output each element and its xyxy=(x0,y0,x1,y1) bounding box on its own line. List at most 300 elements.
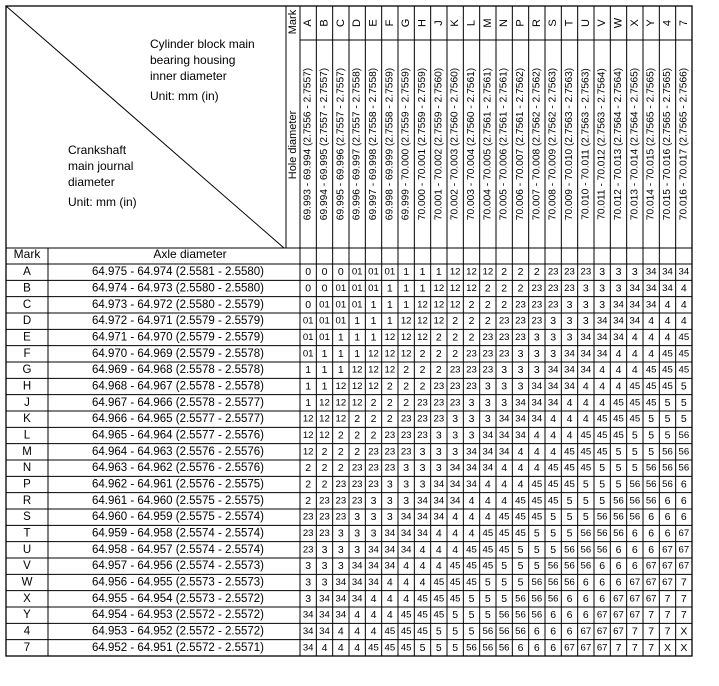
grade-cell: 3 xyxy=(452,445,459,458)
grade-cell: 4 xyxy=(566,413,573,426)
grade-cell: 2 xyxy=(354,445,361,458)
grade-cell: 56 xyxy=(662,479,673,490)
grade-cell: 3 xyxy=(566,331,573,344)
column-hole-range: 70.003 - 70.004 (2.7560 - 2.7561) xyxy=(466,67,477,221)
grade-cell: 56 xyxy=(515,609,526,621)
grade-cell: 34 xyxy=(662,266,673,278)
grade-cell: 2 xyxy=(305,478,312,491)
column-mark: J xyxy=(432,20,445,26)
grade-cell: 3 xyxy=(468,396,475,409)
grade-cell: 2 xyxy=(321,462,328,475)
grade-cell: 2 xyxy=(386,380,393,393)
grade-cell: 3 xyxy=(484,413,491,426)
grade-cell: 12 xyxy=(417,332,428,343)
grade-cell: 3 xyxy=(566,298,573,311)
grade-cell: 45 xyxy=(498,544,510,556)
grade-cell: 1 xyxy=(337,331,344,344)
grade-cell: 4 xyxy=(615,364,622,377)
grade-cell: 23 xyxy=(482,332,494,343)
grade-cell: 34 xyxy=(319,609,330,621)
grade-cell: 23 xyxy=(351,495,363,507)
grade-cell: 3 xyxy=(599,298,606,311)
grade-cell: 3 xyxy=(337,527,344,540)
grade-cell: 45 xyxy=(596,430,608,441)
column-hole-range: 70.012 - 70.013 (2.7564 - 2.7564) xyxy=(613,67,624,221)
grade-cell: 2 xyxy=(321,478,328,491)
grade-cell: 12 xyxy=(351,397,363,409)
grade-cell: 12 xyxy=(433,315,445,327)
row-axle-diameter: 64.973 - 64.972 (2.5580 - 2.5579) xyxy=(92,298,264,311)
grade-cell: 45 xyxy=(449,577,461,588)
grade-cell: 23 xyxy=(384,446,396,458)
table-row xyxy=(23,528,689,540)
grade-cell: 23 xyxy=(482,364,494,376)
grade-cell: 4 xyxy=(664,298,671,311)
grade-cell: 12 xyxy=(368,381,379,392)
grade-cell: 3 xyxy=(305,592,312,605)
grade-cell: 3 xyxy=(550,331,557,344)
grade-cell: 67 xyxy=(564,642,575,654)
grade-cell: 67 xyxy=(662,560,673,572)
grade-cell: 4 xyxy=(484,511,491,524)
grade-cell: 5 xyxy=(550,543,557,556)
grade-cell: 45 xyxy=(629,397,641,409)
grade-cell: 7 xyxy=(680,592,687,605)
grade-cell: 45 xyxy=(400,609,412,621)
grade-cell: 67 xyxy=(629,609,641,621)
grade-cell: 23 xyxy=(384,462,396,474)
table-row xyxy=(23,544,689,556)
grade-cell: 4 xyxy=(386,576,393,589)
row-axle-diameter: 64.957 - 64.956 (2.5574 - 2.5573) xyxy=(92,560,264,573)
grade-cell: 45 xyxy=(498,511,510,523)
grade-cell: 5 xyxy=(468,592,475,605)
grade-cell: 12 xyxy=(319,430,330,441)
column-hole-range: 69.996 - 69.997 (2.7557 - 2.7558) xyxy=(351,67,363,221)
grade-cell: 4 xyxy=(599,396,606,409)
row-mark: X xyxy=(23,592,31,605)
grade-cell: 45 xyxy=(662,364,673,376)
grade-cell: 45 xyxy=(678,332,690,343)
grade-cell: 12 xyxy=(400,332,412,343)
grade-cell: 0 xyxy=(337,266,344,279)
grade-cell: 3 xyxy=(484,396,491,409)
hole-diameter-label: Hole diameter xyxy=(287,110,299,180)
grade-cell: 7 xyxy=(648,609,655,622)
row-axle-diameter: 64.967 - 64.966 (2.5578 - 2.5577) xyxy=(92,396,264,409)
grade-cell: 6 xyxy=(615,576,622,589)
grade-cell: 3 xyxy=(435,429,442,442)
table-row xyxy=(23,593,687,605)
grade-cell: 6 xyxy=(615,560,622,573)
grade-cell: 45 xyxy=(449,593,461,605)
grade-cell: 2 xyxy=(517,282,524,295)
grade-cell: 2 xyxy=(435,364,442,377)
grade-cell: 12 xyxy=(384,332,396,343)
row-mark: D xyxy=(22,315,32,328)
grade-cell: 1 xyxy=(337,347,344,360)
grade-cell: 7 xyxy=(648,625,655,638)
grade-cell: 23 xyxy=(531,315,543,327)
grade-cell: 6 xyxy=(599,576,606,589)
grade-cell: 34 xyxy=(547,381,559,392)
grade-cell: 1 xyxy=(305,364,312,377)
row-mark: Y xyxy=(23,609,31,622)
grade-cell: 1 xyxy=(321,347,328,360)
grade-cell: 23 xyxy=(417,430,428,441)
grade-cell: 3 xyxy=(468,413,475,426)
row-mark: S xyxy=(23,511,31,524)
grade-cell: 56 xyxy=(564,544,575,556)
grade-cell: 3 xyxy=(305,560,312,573)
grade-cell: 23 xyxy=(368,462,379,474)
grade-cell: 34 xyxy=(596,348,608,360)
grade-cell: 56 xyxy=(678,446,690,458)
grade-cell: 34 xyxy=(498,413,510,425)
grade-cell: 34 xyxy=(645,266,657,278)
column-hole-range: 70.011 - 70.012 (2.7563 - 2.7564) xyxy=(596,68,608,220)
grade-cell: 45 xyxy=(580,446,592,458)
grade-cell: 01 xyxy=(319,299,330,311)
grade-cell: 3 xyxy=(599,282,606,295)
grade-cell: 4 xyxy=(468,527,475,540)
table-row xyxy=(23,462,689,474)
grade-cell: 5 xyxy=(631,462,638,475)
grade-cell: 0 xyxy=(305,282,312,295)
grade-cell: 1 xyxy=(403,282,410,295)
grade-cell: 2 xyxy=(354,429,361,442)
grade-cell: 56 xyxy=(564,577,575,588)
column-mark: F xyxy=(383,19,396,27)
column-hole-range: 69.995 - 69.996 (2.7557 - 2.7557) xyxy=(335,67,347,221)
grade-cell: 56 xyxy=(580,528,592,539)
grade-cell: 4 xyxy=(566,396,573,409)
grade-cell: 6 xyxy=(680,511,687,524)
grade-cell: 12 xyxy=(449,283,461,294)
grade-cell: 5 xyxy=(517,560,524,573)
row-axle-diameter: 64.974 - 64.973 (2.5580 - 2.5580) xyxy=(92,282,264,295)
grade-cell: 4 xyxy=(435,527,442,540)
grade-cell: 2 xyxy=(533,266,540,279)
grade-cell: 34 xyxy=(351,577,363,588)
grade-cell: 5 xyxy=(468,609,475,622)
grade-cell: 4 xyxy=(386,592,393,605)
grade-cell: 23 xyxy=(547,266,559,278)
grade-cell: 3 xyxy=(370,494,377,507)
grade-cell: 23 xyxy=(498,332,510,343)
grade-cell: 56 xyxy=(596,528,608,539)
grade-cell: 4 xyxy=(631,347,638,360)
grade-cell: 23 xyxy=(335,495,347,507)
grade-cell: 7 xyxy=(664,625,671,638)
grade-cell: 12 xyxy=(417,315,428,327)
grade-cell: 23 xyxy=(319,528,330,539)
grade-cell: 2 xyxy=(321,445,328,458)
block-label-unit: Unit: mm (in) xyxy=(150,89,219,103)
grade-cell: 0 xyxy=(305,266,312,279)
grade-cell: 4 xyxy=(533,462,540,475)
row-mark: V xyxy=(23,560,31,573)
column-mark: 7 xyxy=(677,19,690,27)
grade-cell: 45 xyxy=(433,593,445,605)
grade-cell: 4 xyxy=(582,413,589,426)
grade-cell: 45 xyxy=(613,397,624,409)
grade-cell: 34 xyxy=(515,413,526,425)
grade-cell: 23 xyxy=(515,299,526,311)
grade-cell: 34 xyxy=(449,495,461,507)
grade-cell: 23 xyxy=(564,266,575,278)
grade-cell: 45 xyxy=(613,430,624,441)
grade-cell: 4 xyxy=(419,560,426,573)
grade-cell: 34 xyxy=(433,495,445,507)
column-mark: S xyxy=(547,19,560,27)
grade-cell: 12 xyxy=(335,413,347,425)
grade-cell: 56 xyxy=(515,593,526,605)
grade-cell: 4 xyxy=(550,429,557,442)
grade-cell: 23 xyxy=(319,495,330,507)
grade-cell: 12 xyxy=(482,266,494,278)
column-hole-range: 70.002 - 70.003 (2.7560 - 2.7560) xyxy=(449,67,461,221)
grade-cell: 56 xyxy=(596,544,608,556)
column-hole-range: 70.005 - 70.006 (2.7561 - 2.7561) xyxy=(498,67,510,221)
grade-cell: 2 xyxy=(370,429,377,442)
grade-cell: 12 xyxy=(335,381,347,392)
grade-cell: 67 xyxy=(662,544,673,556)
table-row xyxy=(23,332,689,344)
grade-cell: 12 xyxy=(384,348,396,360)
grade-cell: 4 xyxy=(582,396,589,409)
grade-cell: 34 xyxy=(580,332,592,343)
grade-cell: 23 xyxy=(335,479,347,490)
grade-cell: 4 xyxy=(517,478,524,491)
grade-cell: 45 xyxy=(613,413,624,425)
grade-cell: 67 xyxy=(645,577,657,588)
grade-cell: 5 xyxy=(664,429,671,442)
grade-cell: 45 xyxy=(515,495,526,507)
grade-cell: 23 xyxy=(351,462,363,474)
grade-cell: 45 xyxy=(466,577,477,588)
grade-cell: 5 xyxy=(599,462,606,475)
table-row xyxy=(22,577,687,589)
grade-cell: 45 xyxy=(547,479,559,490)
row-axle-diameter: 64.963 - 64.962 (2.5576 - 2.5576) xyxy=(92,462,264,475)
grade-cell: 5 xyxy=(615,462,622,475)
column-mark: A xyxy=(302,19,315,27)
column-mark: B xyxy=(318,19,331,27)
row-axle-diameter: 64.972 - 64.971 (2.5579 - 2.5579) xyxy=(92,315,264,328)
grade-cell: 2 xyxy=(337,429,344,442)
grade-cell: 56 xyxy=(645,479,657,490)
row-mark-label: Mark xyxy=(13,247,41,261)
row-mark: F xyxy=(23,347,31,360)
grade-cell: 45 xyxy=(400,642,412,654)
column-hole-range: 69.998 - 69.999 (2.7558 - 2.7559) xyxy=(384,67,396,221)
grade-cell: 45 xyxy=(678,348,690,360)
grade-cell: 23 xyxy=(433,381,445,392)
grade-cell: 23 xyxy=(449,397,461,409)
grade-cell: 5 xyxy=(599,478,606,491)
grade-cell: 23 xyxy=(368,479,379,490)
grade-cell: 4 xyxy=(435,560,442,573)
grade-cell: 4 xyxy=(599,364,606,377)
column-mark: E xyxy=(367,19,380,27)
grade-cell: 45 xyxy=(417,626,428,637)
corner-header xyxy=(6,6,299,261)
column-mark: D xyxy=(351,19,364,27)
grade-cell: 23 xyxy=(302,528,314,539)
grade-cell: 5 xyxy=(566,511,573,524)
grade-cell: 5 xyxy=(517,576,524,589)
grade-cell: 3 xyxy=(419,478,426,491)
grade-cell: X xyxy=(680,641,688,654)
grade-cell: 2 xyxy=(452,347,459,360)
grade-cell: 34 xyxy=(335,593,347,605)
grade-cell: 23 xyxy=(302,544,314,556)
grade-cell: 3 xyxy=(501,380,508,393)
row-axle-diameter: 64.959 - 64.958 (2.5574 - 2.5574) xyxy=(92,527,264,540)
grade-cell: 23 xyxy=(417,413,428,425)
grade-cell: 4 xyxy=(403,560,410,573)
grade-cell: 4 xyxy=(533,445,540,458)
grade-cell: 56 xyxy=(564,560,575,572)
grade-cell: 5 xyxy=(615,478,622,491)
grade-cell: X xyxy=(680,625,688,638)
grade-cell: 4 xyxy=(337,641,344,654)
grade-cell: 6 xyxy=(550,641,557,654)
grade-cell: 2 xyxy=(419,347,426,360)
column-hole-range: 70.010 - 70.011 (2.7563 - 2.7563) xyxy=(580,68,592,220)
grade-cell: 2 xyxy=(354,413,361,426)
grade-cell: 4 xyxy=(517,462,524,475)
row-axle-diameter: 64.965 - 64.964 (2.5577 - 2.5576) xyxy=(92,429,264,442)
grade-cell: 45 xyxy=(645,364,657,376)
row-axle-diameter: 64.964 - 64.963 (2.5576 - 2.5576) xyxy=(92,445,264,458)
grade-cell: 45 xyxy=(482,544,494,556)
grade-cell: 34 xyxy=(335,577,347,588)
grade-cell: 4 xyxy=(419,543,426,556)
grade-cell: 1 xyxy=(370,298,377,311)
grade-cell: 01 xyxy=(351,266,363,278)
grade-cell: 7 xyxy=(631,625,638,638)
grade-cell: 2 xyxy=(403,364,410,377)
grade-cell: 45 xyxy=(629,413,641,425)
grade-cell: 56 xyxy=(629,479,641,490)
grade-cell: 2 xyxy=(337,462,344,475)
grade-cell: 67 xyxy=(580,626,592,637)
column-hole-range: 69.994 - 69.995 (2.7557 - 2.7557) xyxy=(319,67,330,221)
grade-cell: 34 xyxy=(645,299,657,311)
grade-cell: 2 xyxy=(501,282,508,295)
grade-cell: 45 xyxy=(564,462,575,474)
table-row xyxy=(23,299,687,311)
grade-cell: 12 xyxy=(449,299,461,311)
table-row xyxy=(23,511,687,523)
grade-cell: 7 xyxy=(680,576,687,589)
column-hole-range: 70.004 - 70.005 (2.7561 - 2.7561) xyxy=(482,67,494,221)
grade-cell: 4 xyxy=(664,315,671,328)
grade-cell: 34 xyxy=(449,479,461,490)
axle-diameter-label: Axle diameter xyxy=(153,247,227,261)
grade-cell: 4 xyxy=(680,282,687,295)
grade-cell: 56 xyxy=(678,430,690,441)
table-row xyxy=(23,413,687,425)
grade-cell: 56 xyxy=(613,511,624,523)
grade-cell: 2 xyxy=(370,413,377,426)
table-row xyxy=(23,348,689,360)
grade-cell: 4 xyxy=(403,592,410,605)
grade-cell: 23 xyxy=(498,348,510,360)
grade-cell: 1 xyxy=(305,396,312,409)
row-mark: U xyxy=(22,543,32,556)
grade-cell: 67 xyxy=(678,560,690,572)
grade-cell: 34 xyxy=(384,544,396,556)
grade-cell: 34 xyxy=(351,560,363,572)
grade-cell: 1 xyxy=(370,331,377,344)
grade-cell: 5 xyxy=(631,429,638,442)
grade-cell: 3 xyxy=(566,315,573,328)
grade-cell: 67 xyxy=(645,593,657,605)
grade-cell: 34 xyxy=(580,348,592,360)
grade-cell: 1 xyxy=(419,266,426,279)
grade-cell: 2 xyxy=(468,298,475,311)
grade-cell: 3 xyxy=(517,347,524,360)
grade-cell: 5 xyxy=(484,576,491,589)
grade-cell: 6 xyxy=(664,494,671,507)
grade-cell: 56 xyxy=(547,560,559,572)
grade-cell: 6 xyxy=(582,592,589,605)
row-axle-diameter: 64.958 - 64.957 (2.5574 - 2.5574) xyxy=(92,543,264,556)
grade-cell: 1 xyxy=(386,282,393,295)
grade-cell: 5 xyxy=(452,625,459,638)
grade-cell: 3 xyxy=(354,527,361,540)
grade-cell: 5 xyxy=(582,494,589,507)
grade-cell: 67 xyxy=(613,593,624,605)
row-axle-diameter: 64.968 - 64.967 (2.5578 - 2.5578) xyxy=(92,380,264,393)
grade-cell: 34 xyxy=(613,315,624,327)
grade-cell: 23 xyxy=(400,446,412,458)
grade-cell: 3 xyxy=(419,462,426,475)
column-mark: N xyxy=(498,19,511,27)
grade-cell: 6 xyxy=(648,527,655,540)
table-row xyxy=(24,642,688,654)
grade-cell: 45 xyxy=(466,544,477,556)
grade-cell: 4 xyxy=(648,347,655,360)
grade-cell: 34 xyxy=(417,528,428,539)
grade-cell: 34 xyxy=(466,479,477,490)
grade-cell: 3 xyxy=(550,347,557,360)
grade-cell: 56 xyxy=(596,511,608,523)
row-mark: R xyxy=(22,494,32,507)
grade-cell: 34 xyxy=(645,283,657,294)
grade-cell: 4 xyxy=(321,641,328,654)
column-hole-range: 70.001 - 70.002 (2.7559 - 2.7560) xyxy=(433,67,445,221)
grade-cell: 23 xyxy=(547,283,559,294)
grade-cell: 67 xyxy=(662,577,673,588)
grade-cell: 45 xyxy=(547,495,559,507)
column-hole-range: 70.013 - 70.014 (2.7564 - 2.7565) xyxy=(629,67,641,221)
grade-cell: 34 xyxy=(482,446,494,458)
grade-cell: 1 xyxy=(419,282,426,295)
grade-cell: 2 xyxy=(403,380,410,393)
grade-cell: 23 xyxy=(482,348,494,360)
grade-cell: 5 xyxy=(566,527,573,540)
row-axle-diameter: 64.956 - 64.955 (2.5573 - 2.5573) xyxy=(92,576,264,589)
grade-cell: 2 xyxy=(501,298,508,311)
grade-cell: 7 xyxy=(664,592,671,605)
grade-cell: 23 xyxy=(515,332,526,343)
grade-cell: 12 xyxy=(302,446,314,458)
grade-cell: 45 xyxy=(433,577,445,588)
